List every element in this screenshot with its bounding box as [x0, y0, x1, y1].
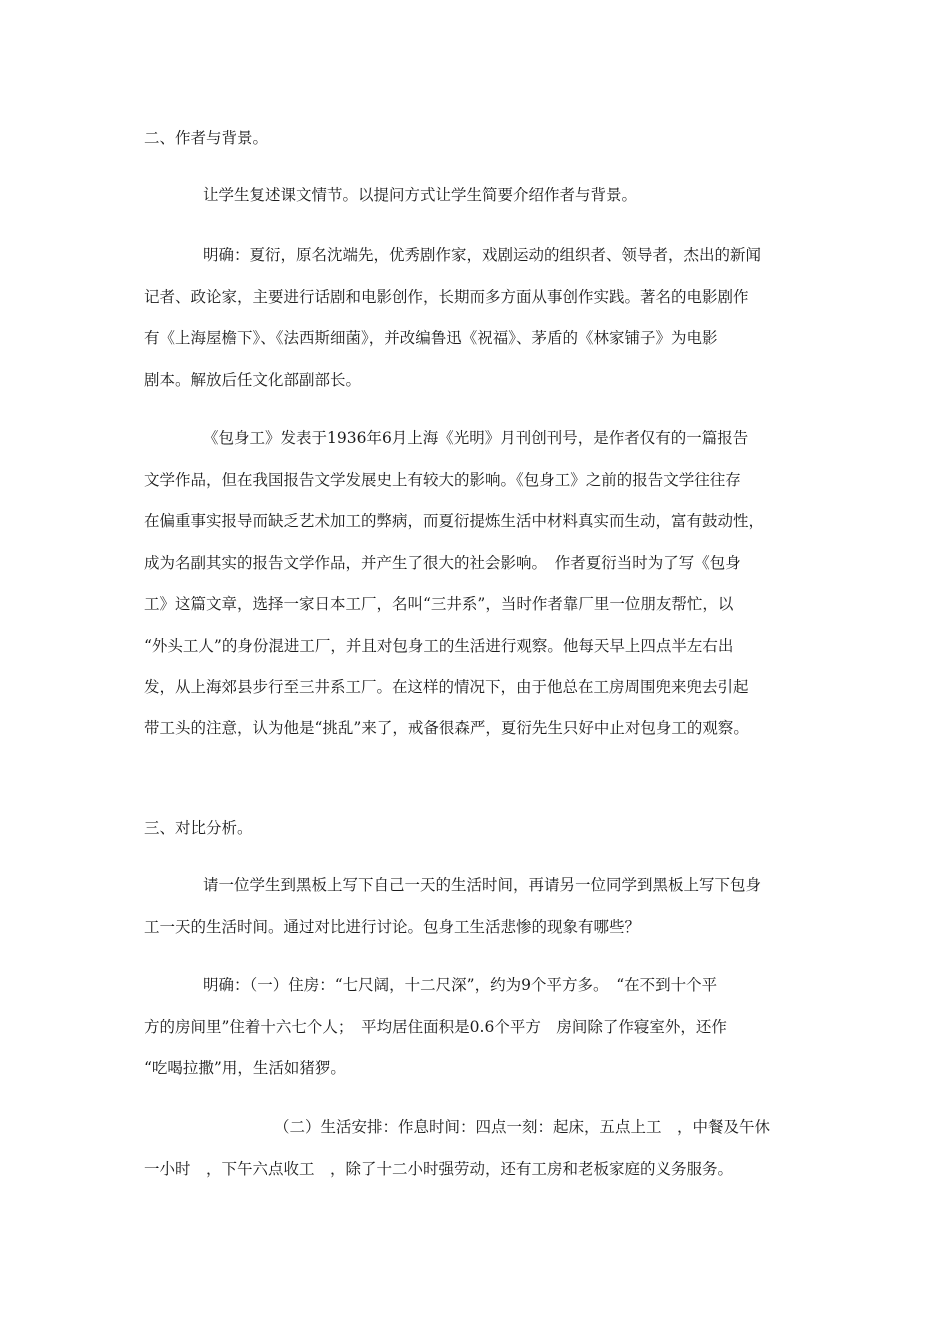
paragraph-line: 工》这篇文章，选择一家日本工厂，名叫“三井系”，当时作者靠厂里一位朋友帮忙，以	[144, 595, 734, 613]
paragraph-line: 记者、政论家，主要进行话剧和电影创作，长期而多方面从事创作实践。著名的电影剧作	[144, 288, 749, 306]
paragraph-line: 明确：夏衍，原名沈端先，优秀剧作家，戏剧运动的组织者、领导者，杰出的新闻	[203, 246, 762, 264]
paragraph-line: 一小时 ，下午六点收工 ，除了十二小时强劳动，还有工房和老板家庭的义务服务。	[144, 1160, 734, 1178]
section3-heading: 三、对比分析。	[144, 819, 253, 837]
paragraph-line: 工一天的生活时间。通过对比进行讨论。包身工生活悲惨的现象有哪些？	[144, 918, 641, 936]
section2-paragraph-1: 让学生复述课文情节。以提问方式让学生简要介绍作者与背景。	[203, 186, 638, 204]
paragraph-line: 请一位学生到黑板上写下自己一天的生活时间，再请另一位同学到黑板上写下包身	[203, 876, 762, 894]
paragraph-line: “吃喝拉撒”用，生活如猪猡。	[144, 1059, 346, 1077]
paragraph-line: 方的房间里”住着十六七个人； 平均居住面积是0.6个平方 房间除了作寝室外，还作	[144, 1018, 727, 1036]
paragraph-line: 有《上海屋檐下》、《法西斯细菌》，并改编鲁迅《祝福》、茅盾的《林家铺子》为电影	[144, 329, 718, 347]
paragraph-line: 带工头的注意，认为他是“挑乱”来了，戒备很森严，夏衍先生只好中止对包身工的观察。	[144, 719, 749, 737]
paragraph-line: 成为名副其实的报告文学作品，并产生了很大的社会影响。 作者夏衍当时为了写《包身	[144, 554, 741, 572]
section2-heading: 二、作者与背景。	[144, 129, 269, 147]
paragraph-line: 发，从上海郊县步行至三井系工厂。在这样的情况下，由于他总在工房周围兜来兜去引起	[144, 678, 749, 696]
paragraph-line: 明确：（一）住房：“七尺阔，十二尺深”，约为9个平方多。 “在不到十个平	[203, 976, 718, 994]
paragraph-line: 在偏重事实报导而缺乏艺术加工的弊病，而夏衍提炼生活中材料真实而生动，富有鼓动性，	[144, 512, 765, 530]
paragraph-line: （二）生活安排：作息时间：四点一刻：起床，五点上工 ，中餐及午休	[274, 1118, 771, 1136]
paragraph-line: 剧本。解放后任文化部副部长。	[144, 371, 362, 389]
paragraph-line: 《包身工》发表于1936年6月上海《光明》月刊创刊号，是作者仅有的一篇报告	[203, 429, 749, 447]
paragraph-line: “外头工人”的身份混进工厂，并且对包身工的生活进行观察。他每天早上四点半左右出	[144, 637, 734, 655]
paragraph-line: 文学作品，但在我国报告文学发展史上有较大的影响。《包身工》之前的报告文学往往存	[144, 471, 741, 489]
